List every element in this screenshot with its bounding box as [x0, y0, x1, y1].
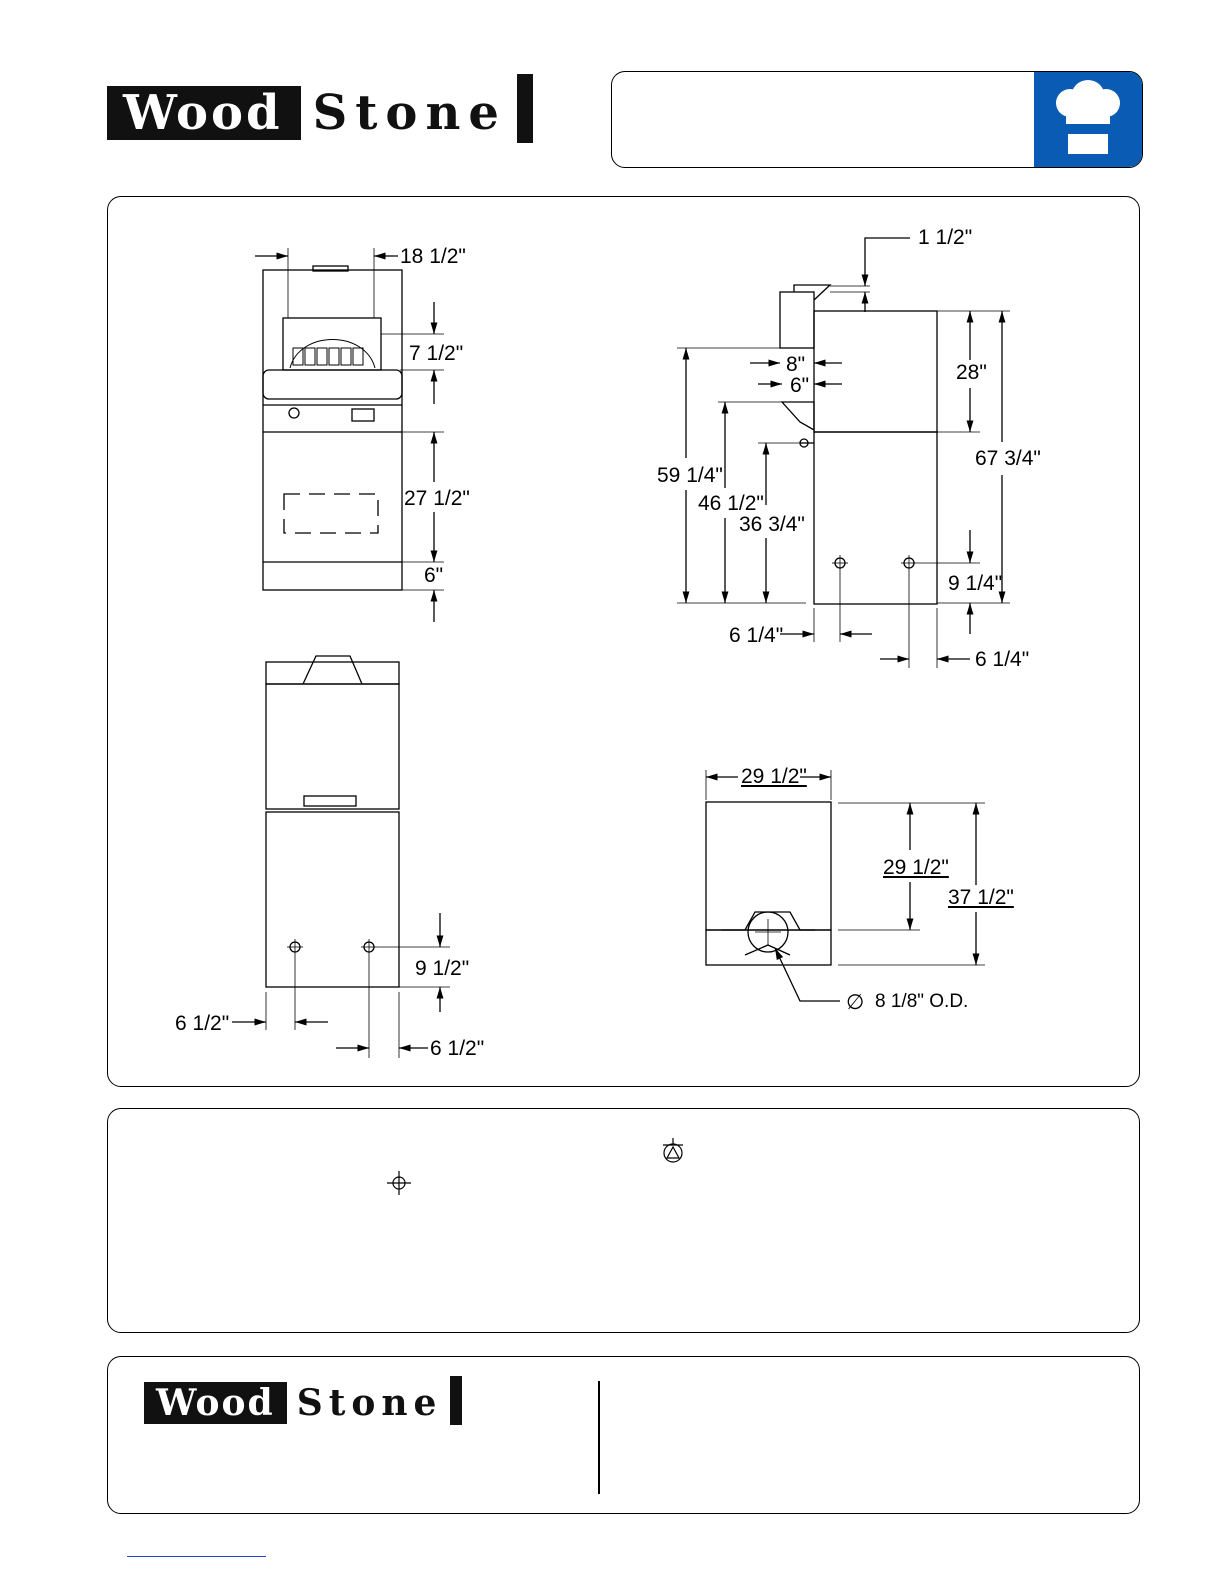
top-dim-flue-diameter: 8 1/8" O.D.	[875, 991, 969, 1012]
gas-connection-icon	[661, 1138, 685, 1164]
footer-divider	[598, 1381, 600, 1494]
front-dim-lower: 27 1/2"	[404, 487, 470, 510]
footer-logo-tail	[450, 1376, 462, 1425]
utility-connection-icon	[387, 1171, 411, 1195]
side-dim-36: 36 3/4"	[739, 513, 805, 536]
front-dim-opening: 7 1/2"	[409, 342, 464, 365]
top-view-drawing	[706, 770, 985, 1001]
side-dim-flue: 1 1/2"	[918, 226, 973, 249]
top-dim-depth: 29 1/2"	[883, 856, 949, 879]
front-dim-base: 6"	[424, 564, 444, 587]
rear-dim-left: 6 1/2"	[175, 1012, 230, 1035]
footer-brand-logo	[144, 1376, 462, 1425]
front-dim-width: 18 1/2"	[400, 245, 466, 268]
side-dim-left: 6 1/4"	[729, 624, 784, 647]
side-dim-hood: 28"	[956, 361, 987, 384]
side-dim-right: 6 1/4"	[975, 648, 1030, 671]
rear-view-drawing	[232, 656, 450, 1058]
footer-link-underline[interactable]	[127, 1556, 266, 1557]
footer-logo-stone-block	[287, 1382, 451, 1424]
logo-word-stone: Stone	[312, 84, 507, 141]
diameter-symbol: ∅	[846, 991, 865, 1014]
top-dim-overall: 37 1/2"	[948, 886, 1014, 909]
rear-dim-9: 9 1/2"	[415, 957, 470, 980]
footer-logo-word-wood: Wood	[156, 1381, 275, 1424]
notes-panel	[107, 1108, 1140, 1333]
side-dim-9: 9 1/4"	[948, 572, 1003, 595]
logo-word-wood: Wood	[123, 84, 283, 141]
rear-dim-right: 6 1/2"	[430, 1037, 485, 1060]
footer-logo-wood-block	[144, 1382, 287, 1424]
side-dim-59: 59 1/4"	[657, 464, 723, 487]
side-dim-overall: 67 3/4"	[975, 447, 1041, 470]
footer-logo-word-stone: Stone	[296, 1381, 443, 1424]
side-dim-6: 6"	[790, 374, 810, 397]
side-view-drawing	[677, 238, 1010, 668]
top-dim-width: 29 1/2"	[741, 765, 807, 788]
side-dim-46: 46 1/2"	[698, 492, 764, 515]
front-view-drawing	[255, 248, 444, 622]
side-dim-8: 8"	[786, 353, 806, 376]
